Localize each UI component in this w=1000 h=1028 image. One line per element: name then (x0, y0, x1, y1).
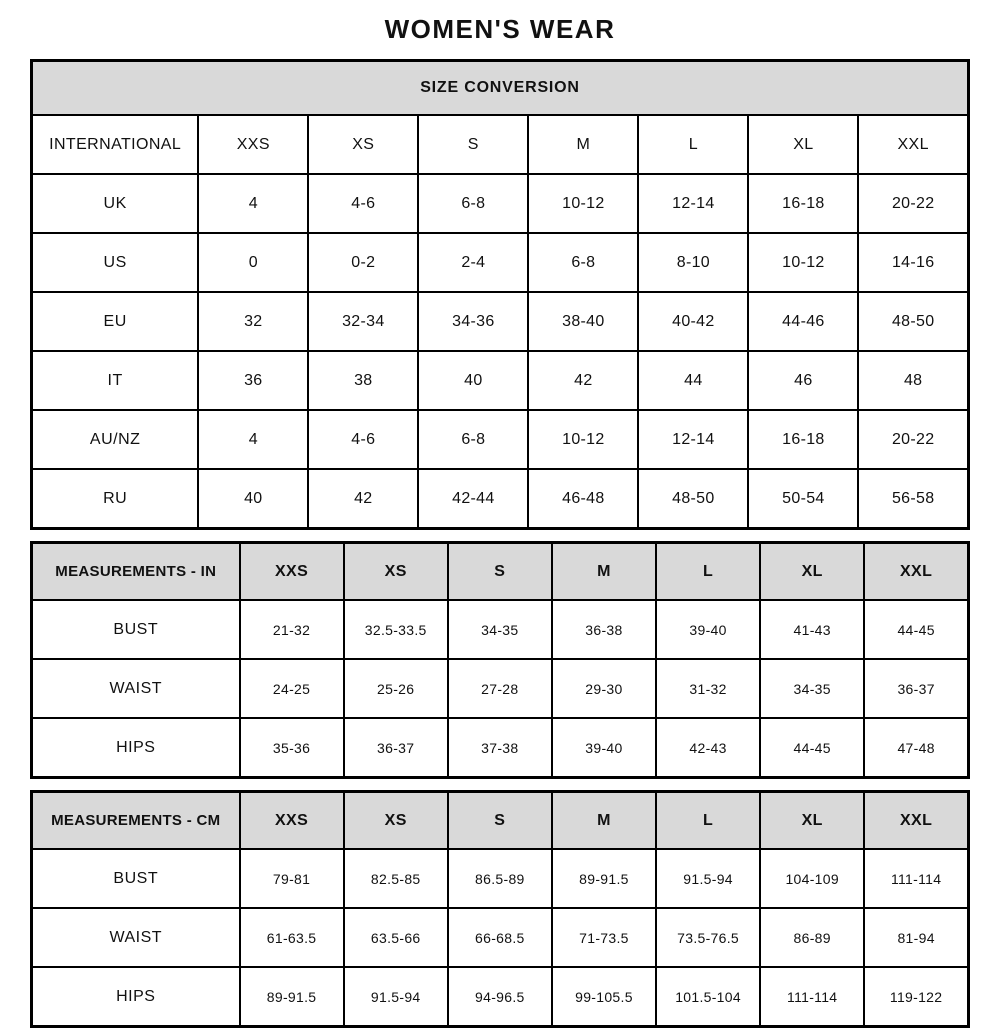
value-cell: 4-6 (308, 174, 418, 233)
value-cell: 31-32 (656, 659, 760, 718)
value-cell: 10-12 (748, 233, 858, 292)
value-cell: 27-28 (448, 659, 552, 718)
value-cell: 86.5-89 (448, 849, 552, 908)
value-cell: 42-44 (418, 469, 528, 529)
size-column-header: S (448, 792, 552, 850)
table-row (32, 410, 969, 469)
column-header-row (32, 543, 969, 601)
value-cell: 46 (748, 351, 858, 410)
size-column-header: L (656, 792, 760, 850)
value-cell: 82.5-85 (344, 849, 448, 908)
value-cell: 73.5-76.5 (656, 908, 760, 967)
value-cell: 94-96.5 (448, 967, 552, 1027)
value-cell: 61-63.5 (240, 908, 344, 967)
value-cell: 66-68.5 (448, 908, 552, 967)
value-cell: 0-2 (308, 233, 418, 292)
size-column-header: M (552, 792, 656, 850)
value-cell: 35-36 (240, 718, 344, 778)
table-row (32, 967, 969, 1027)
value-cell: 0 (198, 233, 308, 292)
value-cell: 111-114 (864, 849, 968, 908)
table-banner: SIZE CONVERSION (32, 61, 969, 116)
value-cell: 101.5-104 (656, 967, 760, 1027)
value-cell: 81-94 (864, 908, 968, 967)
row-label: IT (32, 351, 199, 410)
row-label: US (32, 233, 199, 292)
value-cell: 44 (638, 351, 748, 410)
value-cell: 50-54 (748, 469, 858, 529)
size-column-header: XS (344, 792, 448, 850)
row-label: EU (32, 292, 199, 351)
value-cell: 42 (528, 351, 638, 410)
value-cell: 36-38 (552, 600, 656, 659)
value-cell: 89-91.5 (552, 849, 656, 908)
value-cell: 6-8 (528, 233, 638, 292)
value-cell: 24-25 (240, 659, 344, 718)
row-label: UK (32, 174, 199, 233)
value-cell: 29-30 (552, 659, 656, 718)
value-cell: 10-12 (528, 174, 638, 233)
value-cell: 44-45 (760, 718, 864, 778)
row-label: AU/NZ (32, 410, 199, 469)
value-cell: 39-40 (656, 600, 760, 659)
value-cell: 71-73.5 (552, 908, 656, 967)
value-cell: 48 (858, 351, 968, 410)
value-cell: 21-32 (240, 600, 344, 659)
size-conversion-table (30, 59, 970, 530)
table-row (32, 659, 969, 718)
value-cell: 119-122 (864, 967, 968, 1027)
row-label: BUST (32, 600, 240, 659)
value-cell: 2-4 (418, 233, 528, 292)
size-column-header: L (638, 115, 748, 174)
value-cell: 48-50 (638, 469, 748, 529)
value-cell: 86-89 (760, 908, 864, 967)
value-cell: 34-36 (418, 292, 528, 351)
table-row (32, 174, 969, 233)
measurements-cm-table (30, 790, 970, 1028)
row-label: HIPS (32, 718, 240, 778)
size-column-header: S (418, 115, 528, 174)
size-column-header: XXS (240, 543, 344, 601)
value-cell: 14-16 (858, 233, 968, 292)
table-row (32, 351, 969, 410)
table-row (32, 469, 969, 529)
value-cell: 44-46 (748, 292, 858, 351)
value-cell: 20-22 (858, 174, 968, 233)
row-label: RU (32, 469, 199, 529)
table-label-header: MEASUREMENTS - IN (32, 543, 240, 601)
value-cell: 40 (198, 469, 308, 529)
size-column-header: XXL (864, 792, 968, 850)
size-column-header: XS (344, 543, 448, 601)
page-title: WOMEN'S WEAR (384, 14, 616, 44)
value-cell: 56-58 (858, 469, 968, 529)
value-cell: 41-43 (760, 600, 864, 659)
table-row (32, 718, 969, 778)
value-cell: 10-12 (528, 410, 638, 469)
row-label: BUST (32, 849, 240, 908)
table-label-header: INTERNATIONAL (32, 115, 199, 174)
value-cell: 91.5-94 (344, 967, 448, 1027)
table-banner-row (32, 61, 969, 116)
value-cell: 39-40 (552, 718, 656, 778)
size-column-header: M (552, 543, 656, 601)
row-label: WAIST (32, 908, 240, 967)
table-row (32, 908, 969, 967)
value-cell: 37-38 (448, 718, 552, 778)
table-row (32, 849, 969, 908)
row-label: WAIST (32, 659, 240, 718)
row-label: HIPS (32, 967, 240, 1027)
value-cell: 63.5-66 (344, 908, 448, 967)
size-column-header: XL (760, 792, 864, 850)
value-cell: 89-91.5 (240, 967, 344, 1027)
value-cell: 32-34 (308, 292, 418, 351)
size-column-header: XXL (858, 115, 968, 174)
value-cell: 38 (308, 351, 418, 410)
size-column-header: XL (748, 115, 858, 174)
size-column-header: XXL (864, 543, 968, 601)
value-cell: 36 (198, 351, 308, 410)
value-cell: 4 (198, 174, 308, 233)
value-cell: 20-22 (858, 410, 968, 469)
table-row (32, 233, 969, 292)
size-column-header: L (656, 543, 760, 601)
value-cell: 46-48 (528, 469, 638, 529)
value-cell: 6-8 (418, 410, 528, 469)
size-column-header: S (448, 543, 552, 601)
size-column-header: M (528, 115, 638, 174)
value-cell: 44-45 (864, 600, 968, 659)
value-cell: 91.5-94 (656, 849, 760, 908)
value-cell: 32 (198, 292, 308, 351)
value-cell: 36-37 (864, 659, 968, 718)
value-cell: 42 (308, 469, 418, 529)
measurements-in-table (30, 541, 970, 779)
value-cell: 48-50 (858, 292, 968, 351)
size-column-header: XL (760, 543, 864, 601)
value-cell: 38-40 (528, 292, 638, 351)
value-cell: 99-105.5 (552, 967, 656, 1027)
value-cell: 32.5-33.5 (344, 600, 448, 659)
value-cell: 34-35 (448, 600, 552, 659)
size-column-header: XXS (240, 792, 344, 850)
value-cell: 40 (418, 351, 528, 410)
value-cell: 16-18 (748, 174, 858, 233)
column-header-row (32, 792, 969, 850)
table-label-header: MEASUREMENTS - CM (32, 792, 240, 850)
value-cell: 8-10 (638, 233, 748, 292)
value-cell: 79-81 (240, 849, 344, 908)
value-cell: 34-35 (760, 659, 864, 718)
value-cell: 36-37 (344, 718, 448, 778)
value-cell: 47-48 (864, 718, 968, 778)
table-row (32, 292, 969, 351)
value-cell: 16-18 (748, 410, 858, 469)
value-cell: 104-109 (760, 849, 864, 908)
value-cell: 12-14 (638, 410, 748, 469)
size-column-header: XS (308, 115, 418, 174)
value-cell: 111-114 (760, 967, 864, 1027)
value-cell: 40-42 (638, 292, 748, 351)
value-cell: 12-14 (638, 174, 748, 233)
value-cell: 4 (198, 410, 308, 469)
value-cell: 25-26 (344, 659, 448, 718)
column-header-row (32, 115, 969, 174)
size-column-header: XXS (198, 115, 308, 174)
value-cell: 42-43 (656, 718, 760, 778)
value-cell: 4-6 (308, 410, 418, 469)
table-row (32, 600, 969, 659)
value-cell: 6-8 (418, 174, 528, 233)
